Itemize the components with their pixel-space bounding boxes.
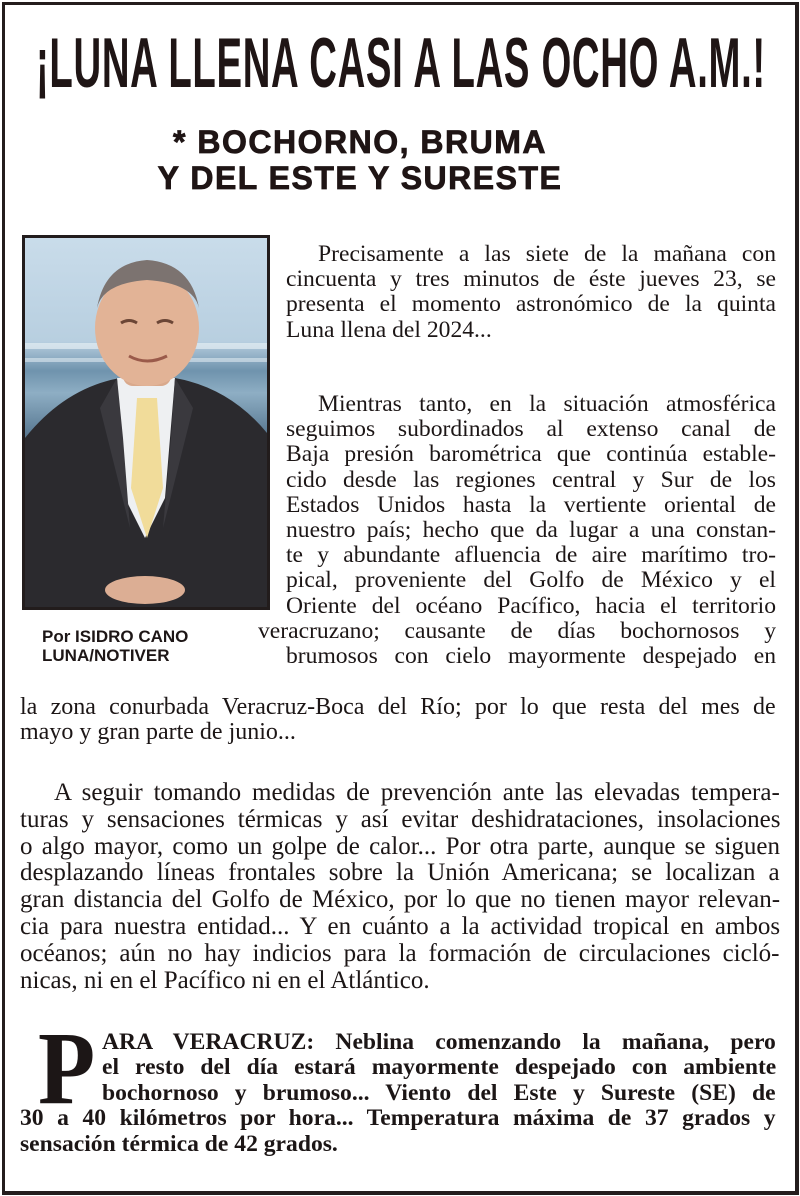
- forecast-text: 30 a 40 kilómetros por hora... Temperatura máxima de 37 grados y: [20, 1105, 776, 1132]
- forecast-text: bochornoso y brumoso... Viento del Este y Sureste (SE) de: [102, 1079, 776, 1106]
- paragraph-2-line: nuestro país; hecho que da lugar a una constan-: [286, 517, 776, 544]
- paragraph-3-line: [20, 941, 780, 968]
- paragraph-2-line: Baja presión barométrica que continúa estable-: [286, 441, 776, 468]
- headline: ¡LUNA LLENA CASI A LAS OCHO A.M.!: [36, 23, 766, 104]
- paragraph-2-line: cido desde las regiones central y Sur de los: [286, 466, 776, 493]
- paragraph-3-line: [20, 914, 780, 941]
- paragraph-3-line: [20, 834, 780, 861]
- paragraph-3-line: [20, 968, 780, 995]
- forecast-line: [20, 1106, 776, 1131]
- author-photo: [22, 235, 270, 610]
- subheadline-line-1: * BOCHORNO, BRUMA: [173, 124, 547, 160]
- paragraph-3-text: turas y sensaciones térmicas y así evitar deshidrataciones, insolaciones: [20, 805, 781, 833]
- paragraph-2-line: veracruzano; causante de días bochornosos y: [258, 617, 776, 644]
- paragraph-2: [258, 391, 776, 670]
- paragraph-1-line: Precisamente a las siete de la mañana con: [318, 241, 776, 267]
- paragraph-3-text: desplazando líneas frontales sobre la Unión Americana; se localizan a: [20, 859, 780, 887]
- forecast-text: ARA VERACRUZ: Neblina comenzando la mañana, pero: [102, 1029, 776, 1055]
- paragraph-2-line: pical, proveniente del Golfo de México y el: [286, 567, 776, 594]
- paragraph-3-line: [20, 887, 780, 914]
- byline-line-1: Por ISIDRO CANO: [42, 627, 189, 646]
- forecast-text: sensación térmica de 42 grados.: [20, 1130, 338, 1157]
- forecast-line: [102, 1030, 776, 1055]
- paragraph-2-line: seguimos subordinados al extenso canal de: [286, 416, 776, 443]
- paragraph-3-text: o algo mayor, como un golpe de calor... Por otra parte, aunque se siguen: [20, 832, 781, 860]
- paragraph-2-line: Oriente del océano Pacífico, hacia el territorio: [286, 592, 776, 619]
- forecast-line: [102, 1081, 776, 1106]
- byline-line-2: LUNA/NOTIVER: [42, 646, 170, 665]
- paragraph-2-line: te y abundante afluencia de aire marítimo tro-: [286, 542, 776, 569]
- forecast-line: [102, 1055, 776, 1080]
- subheadline-line-2: Y DEL ESTE Y SURESTE: [157, 160, 563, 196]
- forecast-line: [20, 1132, 776, 1157]
- paragraph-2-line: Estados Unidos hasta la vertiente oriental de: [286, 491, 776, 518]
- paragraph-2-line: [20, 695, 776, 720]
- subheadline: [70, 124, 650, 196]
- paragraph-1-line: presenta el momento astronómico de la quinta: [286, 291, 776, 318]
- paragraph-1-line: Luna llena del 2024...: [286, 316, 492, 343]
- forecast-paragraph: [20, 1011, 777, 1157]
- paragraph-2-text: la zona conurbada Veracruz-Boca del Río; por lo que resta del mes de: [20, 694, 776, 720]
- paragraph-3: [20, 780, 780, 994]
- byline: [42, 627, 252, 665]
- paragraph-3-text: cia para nuestra entidad... Y en cuánto a la actividad tropical en ambos: [20, 912, 781, 940]
- paragraph-3-line: [20, 780, 780, 807]
- paragraph-2-line: Mientras tanto, en la situación atmosférica: [318, 391, 776, 417]
- paragraph-3-text: nicas, ni en el Pacífico ni en el Atlántico.: [20, 966, 430, 994]
- paragraph-2-line: brumosos con cielo mayormente despejado en: [286, 643, 776, 670]
- paragraph-1-line: cincuenta y tres minutos de éste jueves 23, se: [286, 266, 776, 293]
- author-portrait-icon: [25, 238, 267, 607]
- paragraph-3-text: A seguir tomando medidas de prevención ante las elevadas tempera-: [54, 779, 780, 806]
- forecast-text: el resto del día estará mayormente despejado con ambiente: [102, 1054, 777, 1081]
- paragraph-2-continued: [20, 695, 776, 745]
- drop-cap: P: [38, 1011, 96, 1126]
- paragraph-2-line: [20, 720, 776, 745]
- paragraph-3-line: [20, 807, 780, 834]
- paragraph-1: [286, 242, 776, 343]
- paragraph-2-text: mayo y gran parte de junio...: [20, 719, 296, 746]
- paragraph-3-text: gran distancia del Golfo de México, por lo que no tienen mayor relevan-: [20, 886, 781, 914]
- paragraph-3-line: [20, 860, 780, 887]
- paragraph-3-text: océanos; aún no hay indicios para la formación de circulaciones cicló-: [20, 939, 780, 967]
